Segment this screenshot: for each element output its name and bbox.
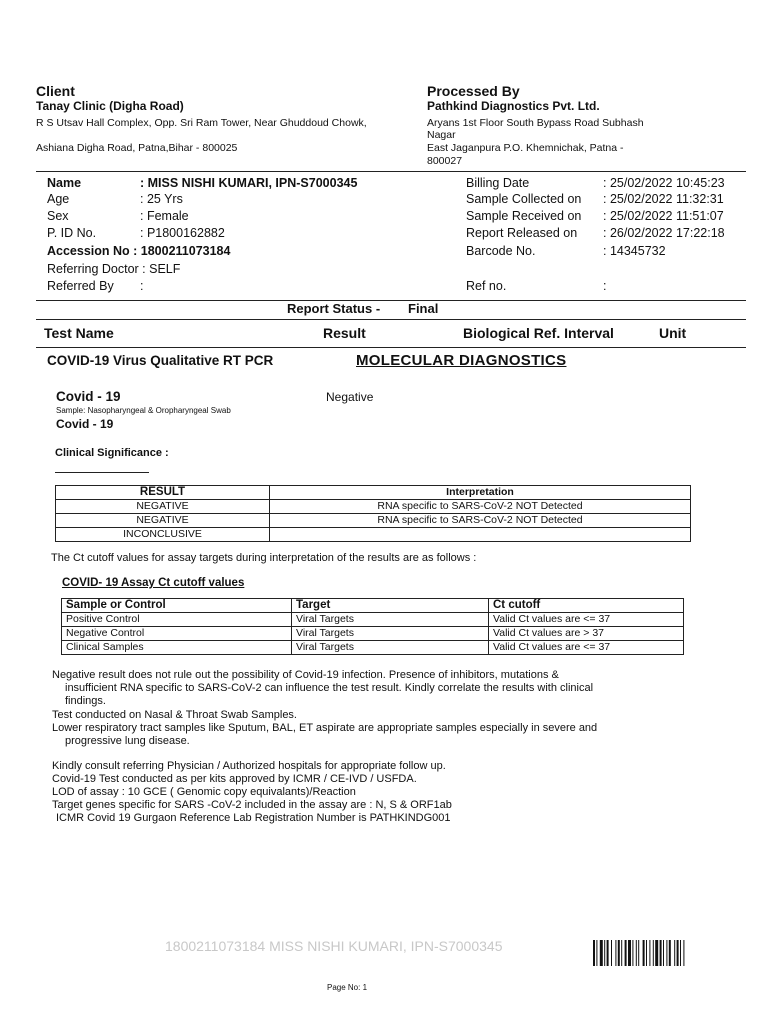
referred-by-label: Referred By	[47, 279, 114, 293]
table-row	[62, 599, 684, 613]
table-row	[56, 500, 691, 514]
received-value: : 25/02/2022 11:51:07	[603, 209, 724, 223]
column-test-name: Test Name	[44, 325, 114, 341]
ref-no-label: Ref no.	[466, 279, 507, 293]
underline	[55, 472, 149, 473]
divider	[36, 300, 746, 301]
footer-watermark: 1800211073184 MISS NISHI KUMARI, IPN-S7000345	[165, 938, 503, 954]
note-line: progressive lung disease.	[65, 735, 190, 747]
lab-address-line1: Aryans 1st Floor South Bypass Road Subhash	[427, 117, 644, 129]
note-line: Negative result does not rule out the possibility of Covid-19 infection. Presence of inhibitors, mutations &	[52, 669, 559, 681]
name-label: Name	[47, 176, 82, 190]
table-cell: Valid Ct values are <= 37	[489, 641, 684, 655]
table-row	[62, 613, 684, 627]
referred-by-value: :	[140, 279, 144, 293]
table-row	[56, 486, 691, 500]
divider	[36, 171, 746, 172]
client-address-line1: R S Utsav Hall Complex, Opp. Sri Ram Tower, Near Ghuddoud Chowk,	[36, 117, 367, 129]
interp-header-interpretation: Interpretation	[270, 486, 691, 500]
ct-header-cutoff: Ct cutoff	[489, 599, 684, 613]
lab-address-line3: East Jaganpura P.O. Khemnichak, Patna -	[427, 142, 624, 154]
sex-label: Sex	[47, 209, 69, 223]
table-cell: NEGATIVE	[56, 514, 270, 528]
barcode-label: Barcode No.	[466, 244, 536, 258]
table-cell: Clinical Samples	[62, 641, 292, 655]
note-line: Covid-19 Test conducted as per kits approved by ICMR / CE-IVD / USFDA.	[52, 773, 417, 785]
table-cell: RNA specific to SARS-CoV-2 NOT Detected	[270, 500, 691, 514]
table-row	[56, 528, 691, 542]
released-value: : 26/02/2022 17:22:18	[603, 226, 725, 240]
lab-address-line2: Nagar	[427, 129, 456, 141]
age-value: : 25 Yrs	[140, 192, 183, 206]
note-line: findings.	[65, 695, 106, 707]
column-unit: Unit	[659, 325, 687, 341]
note-line: ICMR Covid 19 Gurgaon Reference Lab Registration Number is PATHKINDG001	[56, 812, 451, 824]
table-cell: RNA specific to SARS-CoV-2 NOT Detected	[270, 514, 691, 528]
column-ref-interval: Biological Ref. Interval	[463, 325, 614, 341]
name-value: : MISS NISHI KUMARI, IPN-S7000345	[140, 176, 358, 190]
test-panel-name: COVID-19 Virus Qualitative RT PCR	[47, 353, 274, 368]
received-label: Sample Received on	[466, 209, 582, 223]
column-result: Result	[323, 325, 366, 341]
report-status-value: Final	[408, 301, 439, 316]
divider	[36, 319, 746, 320]
pid-label: P. ID No.	[47, 226, 97, 240]
barcode-value: : 14345732	[603, 244, 666, 258]
report-status-label: Report Status -	[287, 301, 381, 316]
ct-header-target: Target	[292, 599, 489, 613]
note-line: Test conducted on Nasal & Throat Swab Samples.	[52, 709, 297, 721]
test-name: Covid - 19	[56, 389, 121, 404]
test-name-secondary: Covid - 19	[56, 417, 114, 431]
lab-name: Pathkind Diagnostics Pvt. Ltd.	[427, 99, 600, 113]
table-cell: Viral Targets	[292, 613, 489, 627]
client-heading: Client	[36, 83, 75, 99]
note-line: Target genes specific for SARS -CoV-2 included in the assay are : N, S & ORF1ab	[52, 799, 452, 811]
processed-heading: Processed By	[427, 83, 520, 99]
accession-number: Accession No : 1800211073184	[47, 244, 231, 258]
ref-no-value: :	[603, 279, 607, 293]
table-cell: Viral Targets	[292, 641, 489, 655]
table-cell: Negative Control	[62, 627, 292, 641]
pid-value: : P1800162882	[140, 226, 225, 240]
table-row	[56, 514, 691, 528]
test-result: Negative	[326, 390, 374, 404]
table-row	[62, 627, 684, 641]
interpretation-table	[55, 485, 691, 542]
department-title: MOLECULAR DIAGNOSTICS	[356, 352, 567, 369]
divider	[36, 347, 746, 348]
table-cell: NEGATIVE	[56, 500, 270, 514]
age-label: Age	[47, 192, 70, 206]
barcode-icon	[593, 940, 727, 966]
billing-date-label: Billing Date	[466, 176, 530, 190]
billing-date-value: : 25/02/2022 10:45:23	[603, 176, 725, 190]
collected-value: : 25/02/2022 11:32:31	[603, 192, 724, 206]
table-cell: Valid Ct values are <= 37	[489, 613, 684, 627]
ct-header-sample: Sample or Control	[62, 599, 292, 613]
note-line: insufficient RNA specific to SARS-CoV-2 can influence the test result. Kindly correlate the results with clinical	[65, 682, 594, 694]
ct-intro: The Ct cutoff values for assay targets during interpretation of the results are as follows :	[51, 552, 477, 564]
referring-doctor: Referring Doctor : SELF	[47, 262, 181, 276]
client-address-line2: Ashiana Digha Road, Patna,Bihar - 800025	[36, 142, 238, 154]
released-label: Report Released on	[466, 226, 578, 240]
sample-type: Sample: Nasopharyngeal & Oropharyngeal Swab	[56, 406, 231, 415]
client-name: Tanay Clinic (Digha Road)	[36, 99, 184, 113]
interp-header-result: RESULT	[56, 486, 270, 500]
table-row	[62, 641, 684, 655]
sex-value: : Female	[140, 209, 189, 223]
table-cell	[270, 528, 691, 542]
ct-cutoff-table	[61, 598, 684, 655]
note-line: Lower respiratory tract samples like Sputum, BAL, ET aspirate are appropriate samples especially in severe and	[52, 722, 598, 734]
clinical-significance-label: Clinical Significance :	[55, 447, 169, 459]
note-line: LOD of assay : 10 GCE ( Genomic copy equivalants)/Reaction	[52, 786, 356, 798]
table-cell: Valid Ct values are > 37	[489, 627, 684, 641]
page-number: Page No: 1	[327, 983, 368, 992]
table-cell: INCONCLUSIVE	[56, 528, 270, 542]
lab-address-line4: 800027	[427, 155, 463, 167]
note-line: Kindly consult referring Physician / Authorized hospitals for appropriate follow up.	[52, 760, 446, 772]
collected-label: Sample Collected on	[466, 192, 582, 206]
table-cell: Viral Targets	[292, 627, 489, 641]
ct-heading: COVID- 19 Assay Ct cutoff values	[62, 577, 245, 589]
table-cell: Positive Control	[62, 613, 292, 627]
